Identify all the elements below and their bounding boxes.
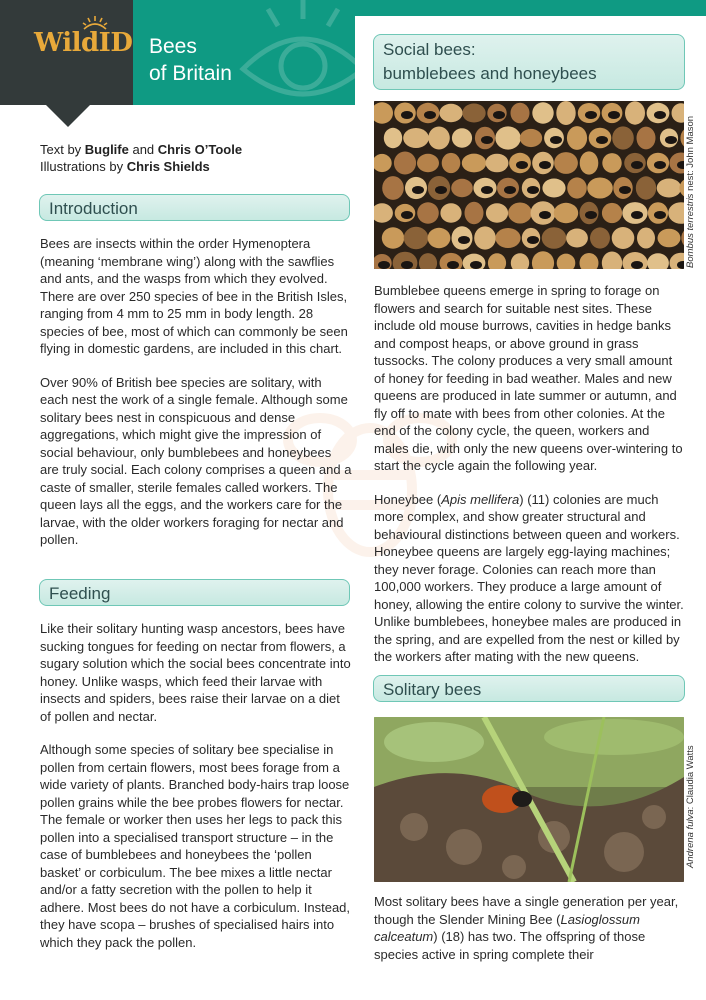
feeding-heading: Feeding [39,579,350,606]
nest-cells-illustration [374,101,684,269]
illustration-prefix: Illustrations by [40,159,127,174]
header-strip [355,0,706,16]
social-paragraph-2 [374,491,686,666]
feeding-paragraph-1: Like their solitary hunting wasp ancestors, bees have sucking tongues for feeding on nectar from flowers, a sugary solution which the social bees concentrate into honey. Unlike wasps, which feed their larvae with insects and spiders, bees raise their larvae on a diet of pollen and nectar. [40,621,351,724]
wildid-logo: WildID [34,28,133,58]
solitary-body [374,893,686,979]
eye-decoration-icon [233,0,355,105]
credit-prefix: Text by [40,142,85,157]
bumblebee-nest-photo [374,101,684,269]
lasioglossum-species-name: Lasioglossum calceatum [374,911,640,944]
apis-species-name: Apis mellifera [441,491,520,507]
social-body [374,282,686,682]
caption-credit-watts: : Claudia Watts [685,745,696,810]
caption-species-andrena: Andrena fulva [685,809,696,868]
text-credit [40,141,242,158]
author-buglife: Buglife [84,142,129,157]
logo-panel [0,0,133,105]
solitary-photo-caption [685,745,696,868]
solitary-paragraph-1 [374,893,686,963]
page-title: Bees of Britain [149,35,232,85]
andrena-illustration [374,717,684,882]
credit-and: and [128,142,158,157]
introduction-heading: Introduction [39,194,350,221]
feeding-paragraph-2: Although some species of solitary bee specialise in pollen from certain flowers, most bees forage from a wide variety of plants. Branched body-hairs trap loose pollen grains while the bee probes flowers for nectar. The female or worker then uses her legs to pack this pollen into a specialised transport structure – in the case of bumblebees and honeybees the ‘pollen basket’ or corbiculum. The bee mixes a little nectar and/or a fatty secretion with the pollen to help it adhere. Most bees do not have a corbiculum. Instead, they have scopa – brushes of specialised hairs into which they pack the pollen. [40,742,351,950]
social-p2-end: ) (11) colonies are much more complex, and show greater structural and behavioural distinctions between queen and workers. Honeybee queens are largely egg-laying machines; they never forage. Colonies can reach more than 100,000 workers. They produce a large amount of honey, allowing the entire colony to survive the winter. Unlike bumblebees, honeybee males are produced in the spring, and are expelled from the nest or killed by the workers after mating with the new queens. [374,491,684,664]
social-photo-caption [685,116,696,268]
social-paragraph-1: Bumblebee queens emerge in spring to forage on flowers and search for suitable nest sites. These include old mouse burrows, cavities in hedge banks and compost heaps, or above ground in grass tussocks. The colony produces a very small amount of honey for feeding in bad weather. Males and new queens are produced in late summer or autumn, and fly off to mate with bees from other colonies. At the end of the colony cycle, the queen, workers and males die, with only the new queens over-wintering to start the cycle again the following year. [374,283,683,473]
social-p2-start: Honeybee ( [374,491,442,507]
solitary-p1-end: ) (18) has two. The offspring of those species active in spring complete their [374,929,646,962]
caption-credit: nest: John Mason [685,115,696,194]
feeding-body [40,620,352,967]
solitary-p1-start: Most solitary bees have a single generation per year, though the Slender Mining Bee ( [374,894,679,927]
andrena-photo [374,717,684,882]
logo-pointer [46,105,90,127]
social-bees-heading: Social bees: bumblebees and honeybees [373,34,685,90]
introduction-paragraph-1: Bees are insects within the order Hymenoptera (meaning ‘membrane wing’) along with the sawflies and ants, and the wasps from which they evolved. There are over 250 species of bee in the British Isles, ranging from 4 mm to 25 mm in body length. 28 species of bee, most of which can commonly be seen flying in domestic gardens, are included in this chart. [40,236,348,356]
solitary-bees-heading: Solitary bees [373,675,685,702]
eye-sun-icon [80,14,110,34]
title-panel [133,0,355,105]
credits [40,141,242,175]
illustrator-name: Chris Shields [126,159,210,174]
author-otoole: Chris O’Toole [157,142,243,157]
caption-species: Bombus terrestris [685,193,696,268]
illustration-credit [40,158,242,175]
introduction-paragraph-2: Over 90% of British bee species are solitary, with each nest the work of a single female. Although some solitary bees nest in conspicuous and dense aggregations, which might give the impression of social behaviour, only bumblebees and honeybees are truly social. Each colony comprises a queen and a caste of smaller, sterile females called workers. The queen lays all the eggs, and the workers care for the larvae, with the older workers foraging for nectar and pollen. [40,374,352,547]
introduction-body [40,235,352,565]
